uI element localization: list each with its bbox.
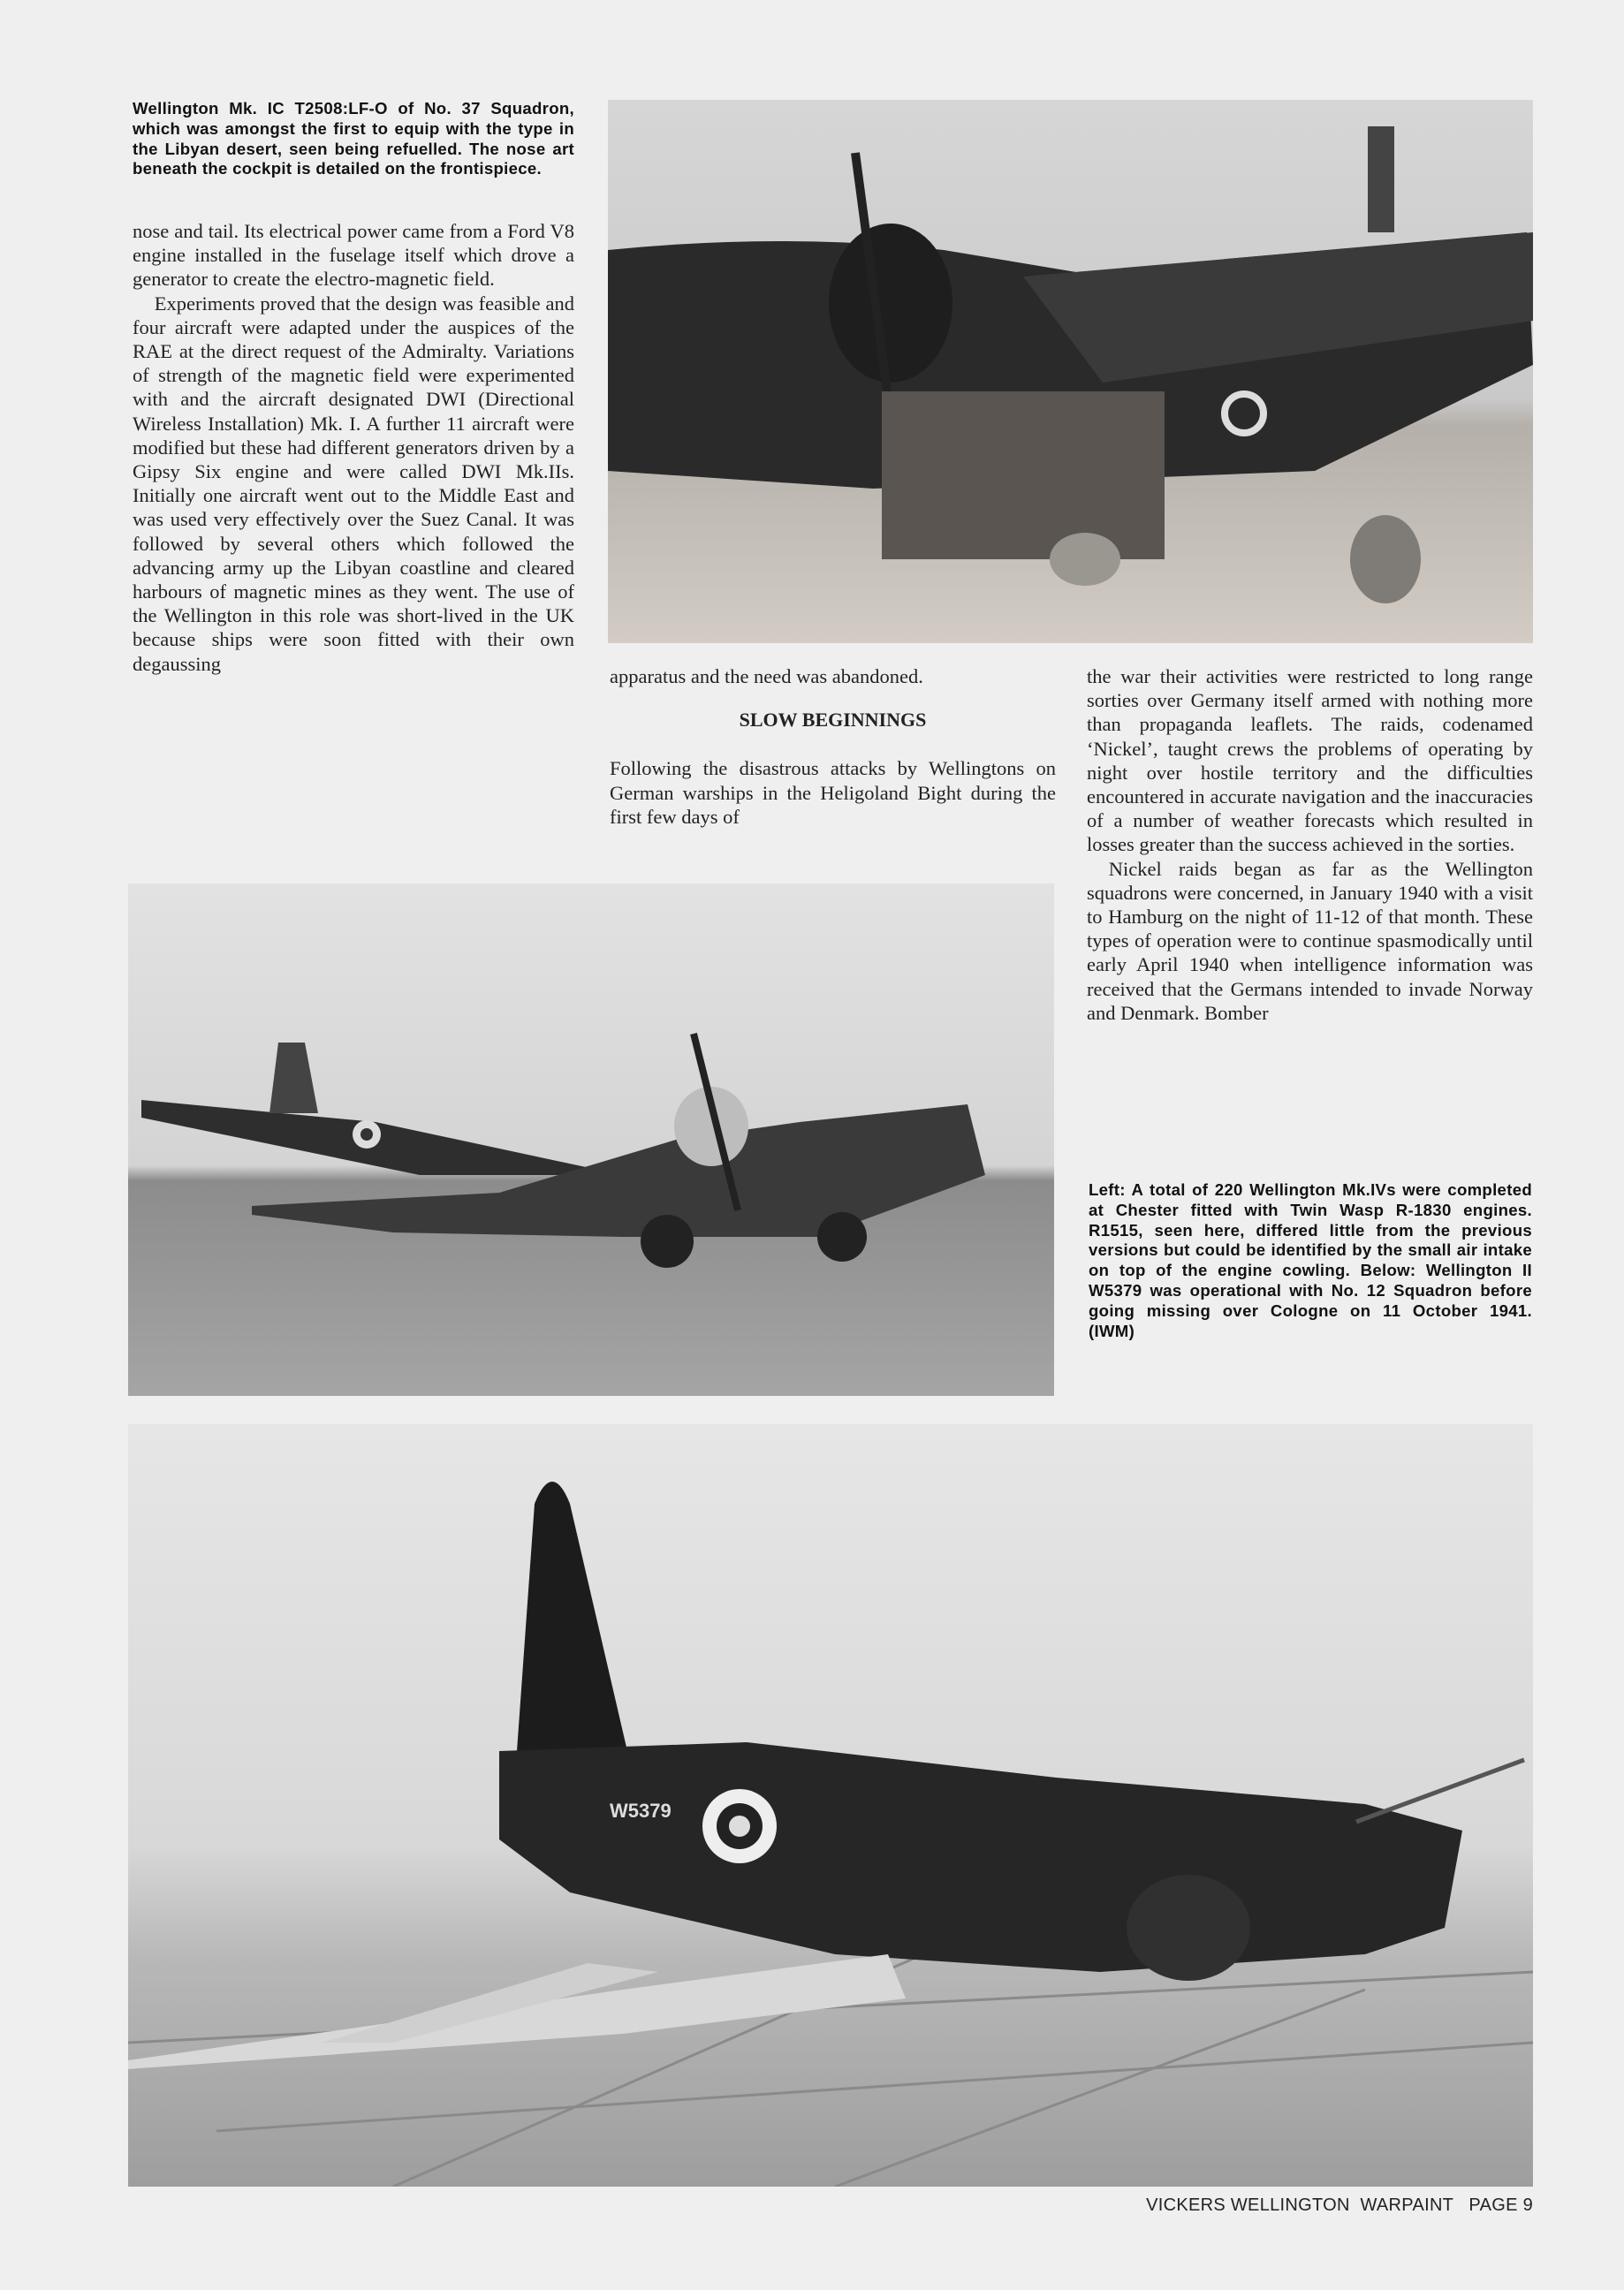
section-heading: SLOW BEGINNINGS bbox=[739, 709, 927, 732]
paragraph: the war their activities were restricted to long range sorties over Germany itself armed with nothing more than propaganda leaflets. The raids, codenamed ‘Nickel’, taught crews the problems of operating by night over hostile territory and the difficulties encountered in accurate navigation and the inaccuracies of a number of weather forecasts which resulted in losses greater than the success achieved in the sorties. bbox=[1087, 665, 1533, 856]
photo-wellington-w5379 bbox=[128, 1424, 1533, 2187]
paragraph: nose and tail. Its electrical power came from a Ford V8 engine installed in the fuselage itself which drove a generator to create the electro-magnetic field. bbox=[133, 220, 574, 291]
aircraft-photo-image bbox=[608, 100, 1533, 643]
right-column bbox=[1087, 664, 1533, 1025]
left-column bbox=[133, 219, 574, 676]
aircraft-photo-image bbox=[128, 1424, 1533, 2187]
page-footer bbox=[1146, 2195, 1533, 2216]
publication-title: VICKERS WELLINGTON WARPAINT bbox=[1146, 2195, 1453, 2215]
photo-wellington-refuelling bbox=[608, 100, 1533, 643]
photo-caption-top: Wellington Mk. IC T2508:LF-O of No. 37 Squadron, which was amongst the first to equip with the type in the Libyan desert, seen being refuelled. The nose art beneath the cockpit is detailed on the frontispiece. bbox=[133, 99, 574, 178]
page-number: PAGE 9 bbox=[1468, 2195, 1533, 2215]
aircraft-serial: W5379 bbox=[610, 1800, 672, 1822]
paragraph: Following the disastrous attacks by Wellingtons on German warships in the Heligoland Bight during the first few days of bbox=[610, 757, 1056, 828]
aircraft-photo-image bbox=[128, 883, 1054, 1396]
paragraph: Nickel raids began as far as the Wellington squadrons were concerned, in January 1940 with a visit to Hamburg on the night of 11-12 of that month. These types of operation were to continue spasmodically until early April 1940 when intelligence information was received that the Germans intended to invade Norway and Denmark. Bomber bbox=[1087, 857, 1533, 1024]
photo-caption-right: Left: A total of 220 Wellington Mk.IVs were completed at Chester fitted with Twin Wasp R-1830 engines. R1515, seen here, differed little from the previous versions but could be identified by the small air intake on top of the engine cowling. Below: Wellington II W5379 was operational with No. 12 Squadron before going missing over Cologne on 11 October 1941. (IWM) bbox=[1089, 1180, 1532, 1340]
photo-wellington-mkiv bbox=[128, 883, 1054, 1396]
middle-column bbox=[610, 664, 1056, 829]
paragraph: apparatus and the need was abandoned. bbox=[610, 665, 923, 687]
paragraph: Experiments proved that the design was feasible and four aircraft were adapted under the auspices of the RAE at the direct request of the Admiralty. Variations of strength of the magnetic field were experimented with and the aircraft designated DWI (Directional Wireless Installation) Mk. I. A further 11 aircraft were modified but these had different generators driven by a Gipsy Six engine and were called DWI Mk.IIs. Initially one aircraft went out to the Middle East and was used very effectively over the Suez Canal. It was followed by several others which followed the advancing army up the Libyan coastline and cleared harbours of magnetic mines as they went. The use of the Wellington in this role was short-lived in the UK because ships were soon fitted with their own degaussing bbox=[133, 292, 574, 675]
